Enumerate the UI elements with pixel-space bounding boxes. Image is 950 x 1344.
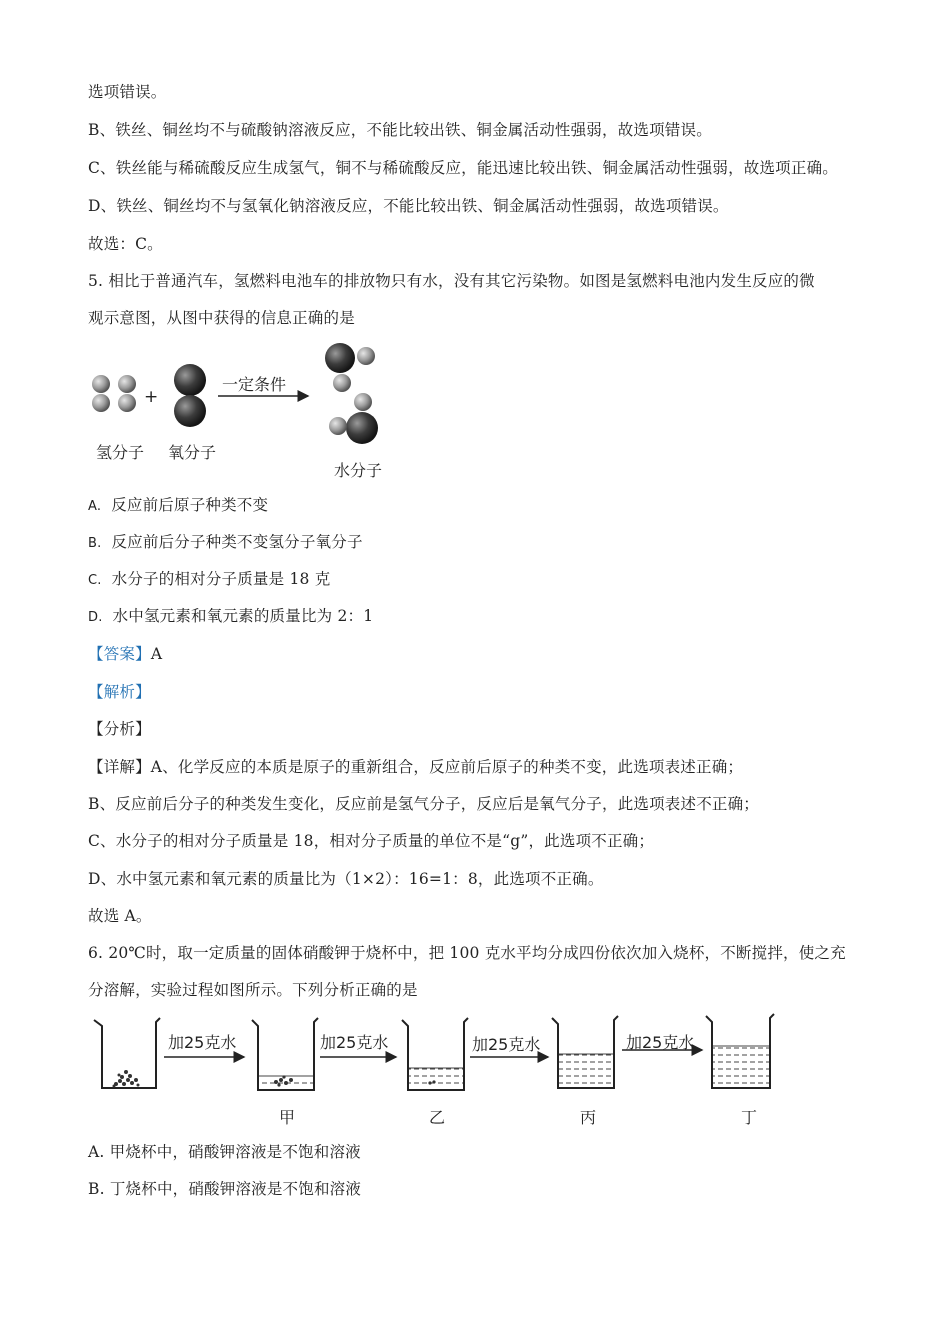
plus-sign: + — [144, 387, 159, 407]
water-molecule — [325, 343, 375, 392]
question-6-stem: 6. 20℃时，取一定质量的固体硝酸钾于烧杯中，把 100 克水平均分成四份依次加入烧杯，不断搅拌，使之充 — [88, 944, 846, 962]
detail-line: D、水中氢元素和氧元素的质量比为（1×2）：16=1：8，此选项不正确。 — [88, 870, 604, 888]
detail-line: B、反应前后分子的种类发生变化，反应前是氢气分子，反应后是氧气分子，此选项表述不正确； — [88, 795, 759, 813]
beaker-ding — [706, 1014, 774, 1088]
beaker-initial — [94, 1018, 160, 1088]
beaker-yi — [402, 1018, 468, 1090]
question-5-stem: 观示意图，从图中获得的信息正确的是 — [88, 309, 355, 327]
hydrogen-molecule — [118, 375, 136, 412]
beaker-label: 乙 — [429, 1108, 446, 1127]
option-b: B. 反应前后分子种类不变氢分子氧分子 — [88, 533, 363, 551]
beaker-diagram — [86, 1010, 786, 1110]
option-d: D. 水中氢元素和氧元素的质量比为 2：1 — [88, 607, 374, 625]
beaker-label: 丙 — [580, 1108, 597, 1127]
text-line: C、铁丝能与稀硫酸反应生成氢气，铜不与稀硫酸反应，能迅速比较出铁、铜金属活动性强弱，故选项正确。 — [88, 159, 838, 177]
text-line: 故选：C。 — [88, 235, 163, 253]
question-6-stem: 分溶解，实验过程如图所示。下列分析正确的是 — [88, 981, 418, 999]
option-c: C. 水分子的相对分子质量是 18 克 — [88, 570, 331, 588]
text-line: 选项错误。 — [88, 83, 167, 101]
beaker-jia — [252, 1018, 318, 1090]
arrow-label: 一定条件 — [222, 375, 287, 394]
oxygen-molecule — [174, 364, 206, 427]
hydrogen-molecule — [92, 375, 110, 412]
step-label: 加25克水 — [168, 1033, 237, 1052]
step-label: 加25克水 — [626, 1033, 695, 1052]
beaker-bing — [552, 1016, 618, 1088]
step-label: 加25克水 — [320, 1033, 389, 1052]
water-label: 水分子 — [334, 461, 383, 480]
text-line: B、铁丝、铜丝均不与硫酸钠溶液反应，不能比较出铁、铜金属活动性强弱，故选项错误。 — [88, 121, 712, 139]
question-5-stem: 5. 相比于普通汽车，氢燃料电池车的排放物只有水，没有其它污染物。如图是氢燃料电池内发生反应的微 — [88, 272, 815, 290]
fenxi-tag: 【分析】 — [88, 720, 151, 738]
beaker-label: 丁 — [741, 1108, 758, 1127]
option-a: A. 反应前后原子种类不变 — [88, 496, 269, 514]
analysis-tag: 【解析】 — [88, 683, 151, 701]
step-label: 加25克水 — [472, 1035, 541, 1054]
detail-line: C、水分子的相对分子质量是 18，相对分子质量的单位不是“g”，此选项不正确； — [88, 832, 655, 850]
detail-line: 【详解】A、化学反应的本质是原子的重新组合，反应前后原子的种类不变，此选项表述正确； — [88, 758, 744, 776]
option-a: A. 甲烧杯中，硝酸钾溶液是不饱和溶液 — [88, 1143, 361, 1161]
beaker-label: 甲 — [279, 1108, 296, 1127]
hydrogen-label: 氢分子 — [96, 443, 145, 462]
option-b: B. 丁烧杯中，硝酸钾溶液是不饱和溶液 — [88, 1180, 362, 1198]
answer-line: 【答案】A — [88, 645, 163, 663]
oxygen-label: 氧分子 — [168, 443, 217, 462]
text-line: D、铁丝、铜丝均不与氢氧化钠溶液反应，不能比较出铁、铜金属活动性强弱，故选项错误。 — [88, 197, 729, 215]
conclusion-line: 故选 A。 — [88, 907, 152, 925]
water-molecule — [329, 393, 378, 444]
